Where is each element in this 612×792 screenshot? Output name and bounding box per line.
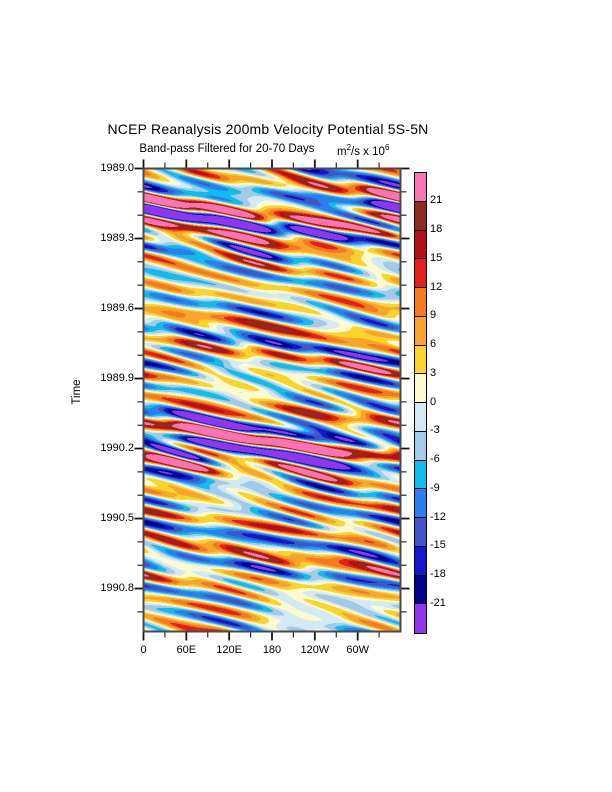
colorbar-tick-label: 0 — [430, 395, 437, 408]
colorbar-tick-label: 18 — [430, 223, 443, 235]
colorbar-tick-label: -18 — [430, 568, 446, 580]
colorbar-segment — [415, 576, 426, 605]
colorbar-segment — [415, 259, 426, 288]
colorbar-segment — [415, 547, 426, 576]
colorbar-tick-label: 15 — [430, 251, 443, 264]
colorbar-segment — [415, 461, 426, 490]
colorbar-segment — [415, 374, 426, 403]
chart-title: NCEP Reanalysis 200mb Velocity Potential 5S-5N — [107, 121, 429, 137]
colorbar-segment — [415, 518, 426, 547]
colorbar-tick-label: 21 — [430, 194, 443, 207]
y-tick-label: 1989.0 — [100, 162, 134, 174]
y-tick-label: 1989.9 — [100, 372, 134, 385]
colorbar-tick-label: 3 — [430, 366, 437, 379]
x-tick-label: 60E — [176, 644, 197, 656]
colorbar-segment — [415, 317, 426, 346]
colorbar-segment — [415, 403, 426, 432]
units-mid: /s x 10 — [351, 145, 385, 158]
colorbar-segment — [415, 288, 426, 317]
colorbar-tick-label: 9 — [430, 309, 437, 322]
y-tick-label: 1990.5 — [100, 512, 134, 525]
units-exponent-2: 6 — [384, 143, 390, 152]
y-tick-label: 1990.2 — [100, 442, 134, 455]
colorbar-segment — [415, 432, 426, 461]
colorbar-segment — [415, 604, 426, 633]
x-tick-label: 120W — [300, 644, 330, 656]
units-exponent: 2 — [346, 143, 352, 152]
x-tick-label: 180 — [262, 644, 282, 656]
colorbar-tick-label: -15 — [430, 539, 446, 552]
colorbar — [414, 172, 427, 634]
colorbar-segment — [415, 346, 426, 375]
colorbar-tick-label: -3 — [430, 424, 440, 437]
y-tick-label: 1990.8 — [100, 582, 134, 595]
x-tick-label: 60W — [346, 644, 369, 656]
y-tick-label: 1989.3 — [100, 232, 134, 244]
colorbar-segment — [415, 202, 426, 231]
colorbar-tick-label: -9 — [430, 481, 440, 494]
chart-subtitle: Band-pass Filtered for 20-70 Days — [139, 143, 315, 155]
colorbar-tick-label: -6 — [430, 453, 440, 465]
y-tick-label: 1989.6 — [100, 302, 134, 315]
x-tick-label: 0 — [140, 644, 147, 656]
colorbar-segment — [415, 231, 426, 260]
units-base: m — [337, 145, 347, 158]
colorbar-tick-label: 6 — [430, 338, 437, 350]
y-axis-title: Time — [71, 379, 83, 405]
colorbar-tick-label: -21 — [430, 596, 446, 609]
heatmap-canvas — [144, 169, 400, 631]
colorbar-tick-label: 12 — [430, 280, 443, 293]
chart-units-label — [337, 143, 389, 158]
colorbar-segment — [415, 173, 426, 202]
x-tick-label: 120E — [216, 644, 242, 656]
colorbar-segment — [415, 489, 426, 518]
colorbar-tick-label: -12 — [430, 510, 446, 523]
